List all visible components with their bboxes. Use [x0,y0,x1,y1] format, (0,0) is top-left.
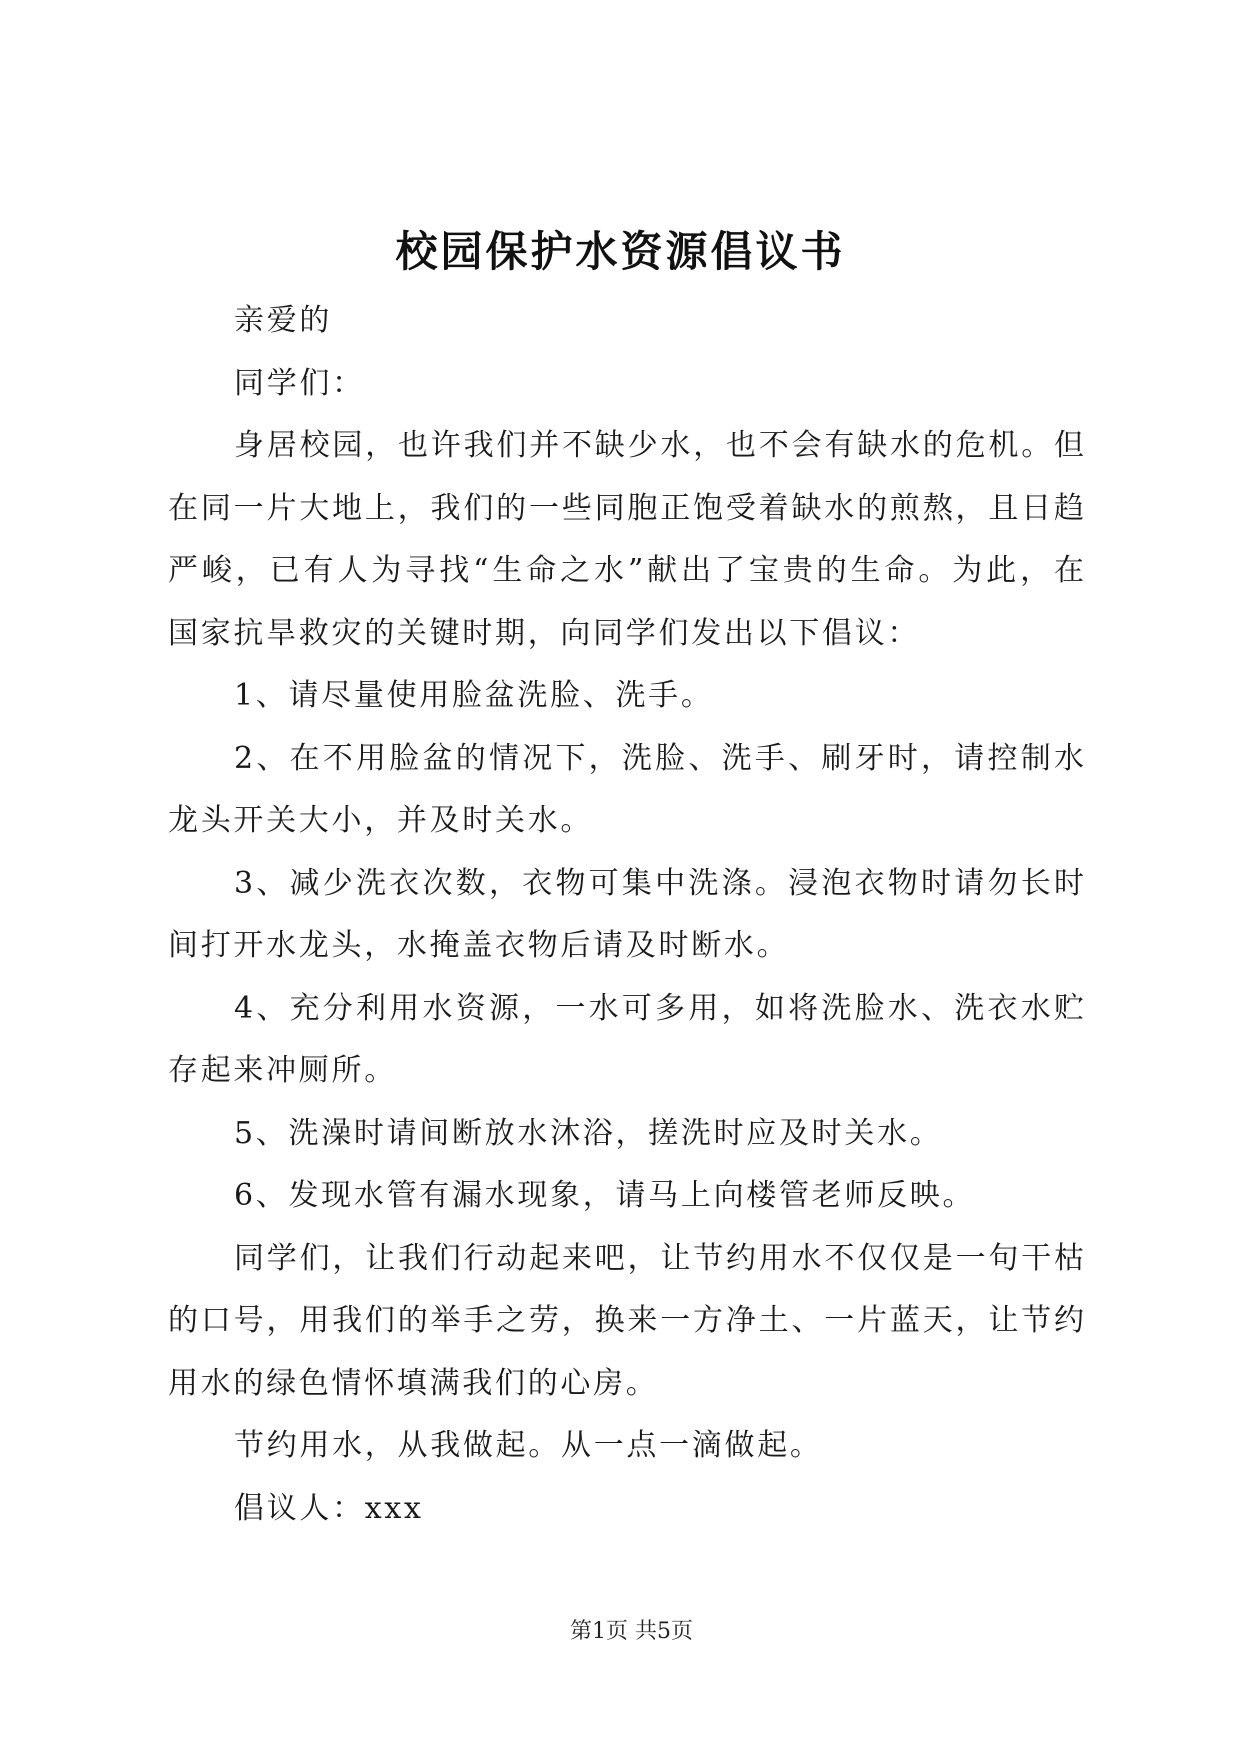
text-line: 间打开水龙头，水掩盖衣物后请及时断水。 [168,928,790,963]
proposal-item: 6、发现水管有漏水现象，请马上向楼管老师反映。 [234,1178,976,1213]
document-body [168,290,1084,1540]
text-line: 龙头开关大小，并及时关水。 [168,803,594,838]
salutation-line: 亲爱的 [234,303,333,338]
text-line: 在同一片大地上，我们的一些同胞正饱受着缺水的煎熬，且日趋 [168,490,1084,526]
text-line: 国家抗旱救灾的关键时期，向同学们发出以下倡议： [168,615,921,651]
text-line: 用水的绿色情怀填满我们的心房。 [168,1365,659,1401]
text-line: 身居校园，也许我们并不缺少水，也不会有缺水的危机。但 [234,428,1084,463]
text-line: 的口号，用我们的举手之劳，换来一方净土、一片蓝天，让节约 [168,1303,1084,1338]
text-line: 同学们，让我们行动起来吧，让节约用水不仅仅是一句干枯 [234,1240,1084,1276]
proposal-item: 3、减少洗衣次数，衣物可集中洗涤。浸泡衣物时请勿长时 [234,865,1084,901]
proposal-item: 2、在不用脸盆的情况下，洗脸、洗手、刷牙时，请控制水 [234,740,1084,776]
text-line: 存起来冲厕所。 [168,1053,397,1088]
proposal-item: 5、洗澡时请间断放水沐浴，搓洗时应及时关水。 [234,1115,943,1151]
salutation-line: 同学们： [234,365,365,401]
document-title: 校园保护水资源倡议书 [395,227,846,276]
signature-line: 倡议人：xxx [234,1490,424,1526]
proposal-item: 4、充分利用水资源，一水可多用，如将洗脸水、洗衣水贮 [234,990,1084,1026]
page-number-footer: 第1页 共5页 [570,1619,693,1644]
slogan-line: 节约用水，从我做起。从一点一滴做起。 [234,1428,823,1463]
text-line: 严峻，已有人为寻找“生命之水”献出了宝贵的生命。为此，在 [168,553,1084,588]
proposal-item: 1、请尽量使用脸盆洗脸、洗手。 [234,678,714,713]
